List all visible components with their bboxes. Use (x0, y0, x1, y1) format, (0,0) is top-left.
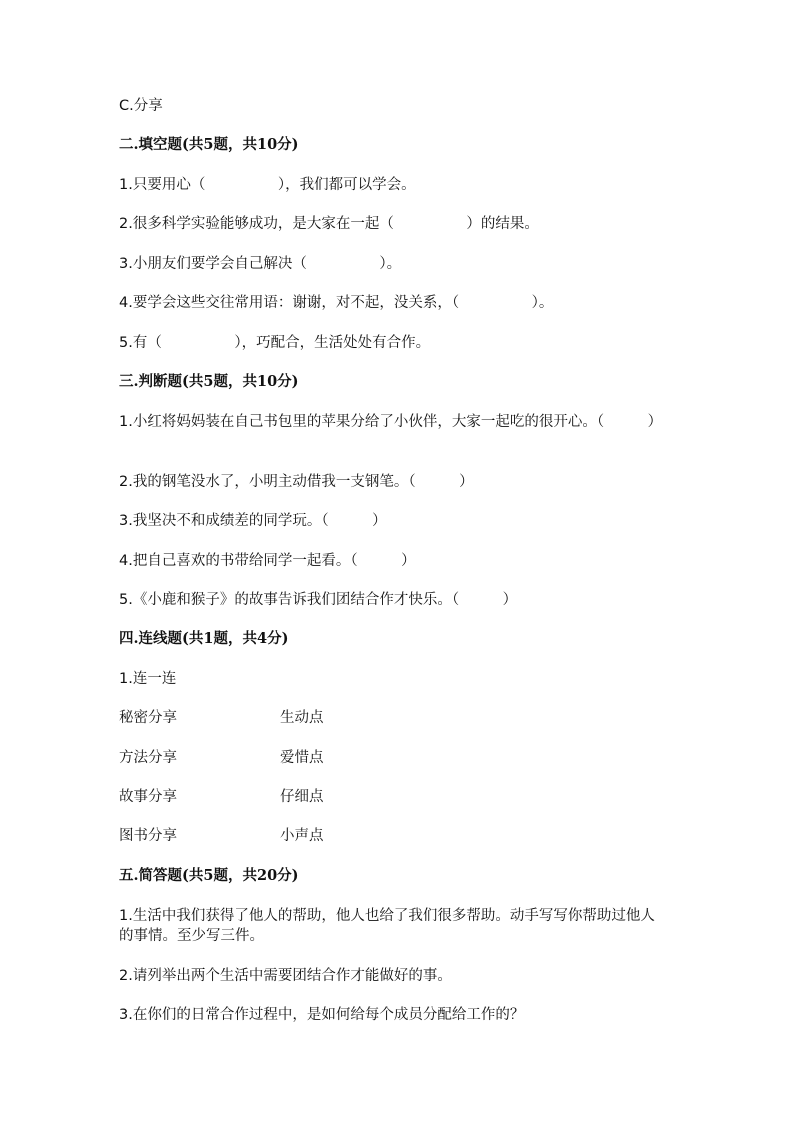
short-answer-question: 2.请列举出两个生活中需要团结合作才能做好的事。 (119, 968, 452, 984)
true-false-question: 5.《小鹿和猴子》的故事告诉我们团结合作才快乐。（ ） (119, 592, 518, 608)
matching-left-item: 图书分享 (119, 828, 177, 844)
matching-right-item: 爱惜点 (280, 750, 324, 766)
section-true-false-title: 三.判断题(共5题，共10分) (119, 373, 299, 390)
matching-question: 1.连一连 (119, 671, 177, 687)
true-false-question: 2.我的钢笔没水了，小明主动借我一支钢笔。（ ） (119, 474, 474, 490)
matching-right-item: 仔细点 (280, 789, 324, 805)
previous-option-c: C.分享 (119, 98, 163, 114)
section-matching-title: 四.连线题(共1题，共4分) (119, 630, 289, 647)
section-short-answer-title: 五.简答题(共5题，共20分) (119, 867, 299, 884)
section-fill-blank-title: 二.填空题(共5题，共10分) (119, 136, 299, 153)
short-answer-question: 3.在你们的日常合作过程中，是如何给每个成员分配给工作的？ (119, 1007, 525, 1023)
matching-right-item: 生动点 (280, 710, 324, 726)
true-false-question: 4.把自己喜欢的书带给同学一起看。（ ） (119, 553, 416, 569)
fill-blank-question: 4.要学会这些交往常用语：谢谢，对不起，没关系，（ ）。 (119, 295, 554, 311)
matching-left-item: 故事分享 (119, 789, 177, 805)
fill-blank-question: 5.有（ ），巧配合，生活处处有合作。 (119, 335, 431, 351)
fill-blank-question: 3.小朋友们要学会自己解决（ ）。 (119, 256, 402, 272)
matching-left-item: 方法分享 (119, 750, 177, 766)
true-false-question: 3.我坚决不和成绩差的同学玩。（ ） (119, 513, 387, 529)
matching-right-item: 小声点 (280, 828, 324, 844)
fill-blank-question: 2.很多科学实验能够成功，是大家在一起（ ）的结果。 (119, 216, 539, 232)
short-answer-question: 1.生活中我们获得了他人的帮助，他人也给了我们很多帮助。动手写写你帮助过他人的事情。至少写三件。 (119, 908, 655, 944)
fill-blank-question: 1.只要用心（ ），我们都可以学会。 (119, 177, 416, 193)
matching-left-item: 秘密分享 (119, 710, 177, 726)
true-false-question: 1.小红将妈妈装在自己书包里的苹果分给了小伙伴，大家一起吃的很开心。（ ） (119, 414, 663, 430)
